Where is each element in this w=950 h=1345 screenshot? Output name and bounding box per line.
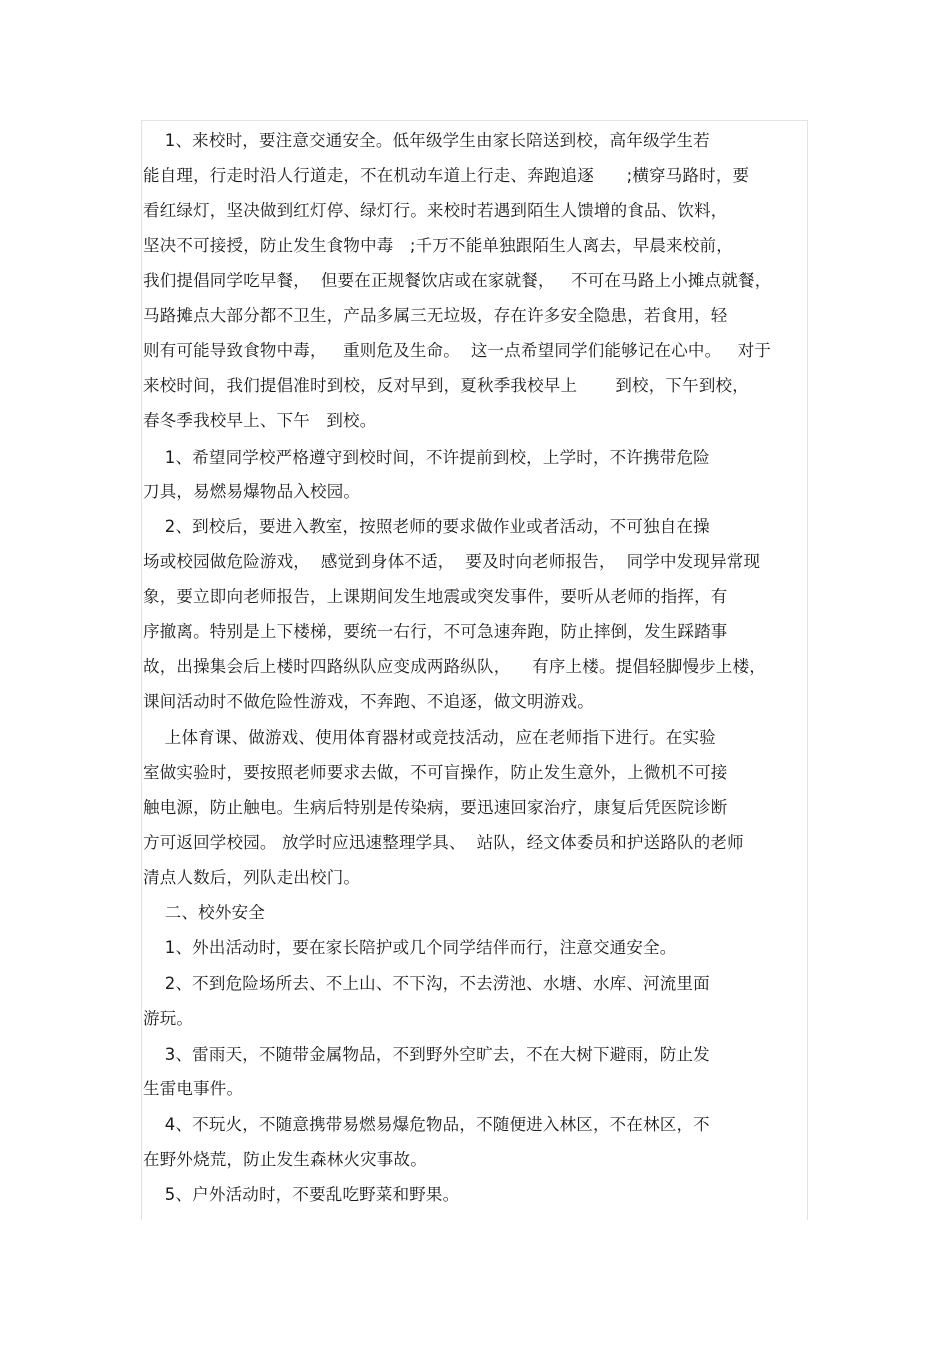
text-line: 课间活动时不做危险性游戏，不奔跑、不追逐，做文明游戏。 [143, 692, 594, 711]
text-line: 1、来校时，要注意交通安全。低年级学生由家长陪送到校，高年级学生若 [143, 131, 710, 150]
text-line: 象，要立即向老师报告，上课期间发生地震或突发事件，要听从老师的指挥，有 [143, 587, 728, 606]
text-line: 5、户外活动时，不要乱吃野菜和野果。 [143, 1185, 460, 1204]
text-line: 生雷电事件。 [143, 1079, 244, 1098]
text-line: 4、不玩火，不随意携带易燃易爆危物品，不随便进入林区，不在林区，不 [143, 1115, 710, 1134]
text-line: 2、不到危险场所去、不上山、不下沟，不去涝池、水塘、水库、河流里面 [143, 974, 710, 993]
text-line: 1、希望同学校严格遵守到校时间，不许提前到校，上学时，不许携带危险 [143, 448, 710, 467]
text-line: 方可返回学校园。 放学时应迅速整理学具、 站队，经文体委员和护送路队的老师 [143, 833, 744, 852]
text-line: 故，出操集会后上楼时四路纵队应变成两路纵队， 有序上楼。提倡轻脚慢步上楼， [143, 657, 766, 676]
text-line: 1、外出活动时，要在家长陪护或几个同学结伴而行，注意交通安全。 [143, 938, 677, 957]
text-line: 我们提倡同学吃早餐， 但要在正规餐饮店或在家就餐， 不可在马路上小摊点就餐， [143, 271, 772, 290]
text-line: 上体育课、做游戏、使用体育器材或竞技活动，应在老师指下进行。在实验 [143, 728, 716, 747]
text-line: 游玩。 [143, 1009, 194, 1028]
text-line: 能自理，行走时沿人行道走，不在机动车道上行走、奔跑追逐 ;横穿马路时，要 [143, 166, 750, 185]
text-line: 场或校园做危险游戏， 感觉到身体不适， 要及时向老师报告， 同学中发现异常现 [143, 552, 761, 571]
text-line: 则有可能导致食物中毒， 重则危及生命。 这一点希望同学们能够记在心中。 对于 [143, 341, 772, 360]
text-line: 序撤离。特别是上下楼梯，要统一右行，不可急速奔跑，防止摔倒，发生踩踏事 [143, 622, 728, 641]
text-line: 2、到校后，要进入教室，按照老师的要求做作业或者活动，不可独自在操 [143, 517, 710, 536]
text-line: 马路摊点大部分都不卫生，产品多属三无垃圾，存在许多安全隐患，若食用，轻 [143, 306, 728, 325]
text-line: 看红绿灯，坚决做到红灯停、绿灯行。来校时若遇到陌生人馈增的食品、饮料， [143, 201, 728, 220]
text-line: 触电源，防止触电。生病后特别是传染病，要迅速回家治疗，康复后凭医院诊断 [143, 798, 728, 817]
text-line: 室做实验时，要按照老师要求去做，不可盲操作，防止发生意外，上微机不可接 [143, 763, 728, 782]
text-line: 来校时间，我们提倡准时到校，反对早到，夏秋季我校早上 到校，下午到校， [143, 376, 749, 395]
text-line: 坚决不可接授，防止发生食物中毒 ;千万不能单独跟陌生人离去，早晨来校前， [143, 236, 733, 255]
text-line: 春冬季我校早上、下午 到校。 [143, 411, 377, 430]
section-heading: 二、校外安全 [143, 903, 265, 922]
text-line: 3、雷雨天，不随带金属物品，不到野外空旷去，不在大树下避雨，防止发 [143, 1045, 710, 1064]
text-line: 在野外烧荒，防止发生森林火灾事故。 [143, 1150, 427, 1169]
text-line: 刀具，易燃易爆物品入校园。 [143, 482, 361, 501]
text-line: 清点人数后，列队走出校门。 [143, 868, 361, 887]
